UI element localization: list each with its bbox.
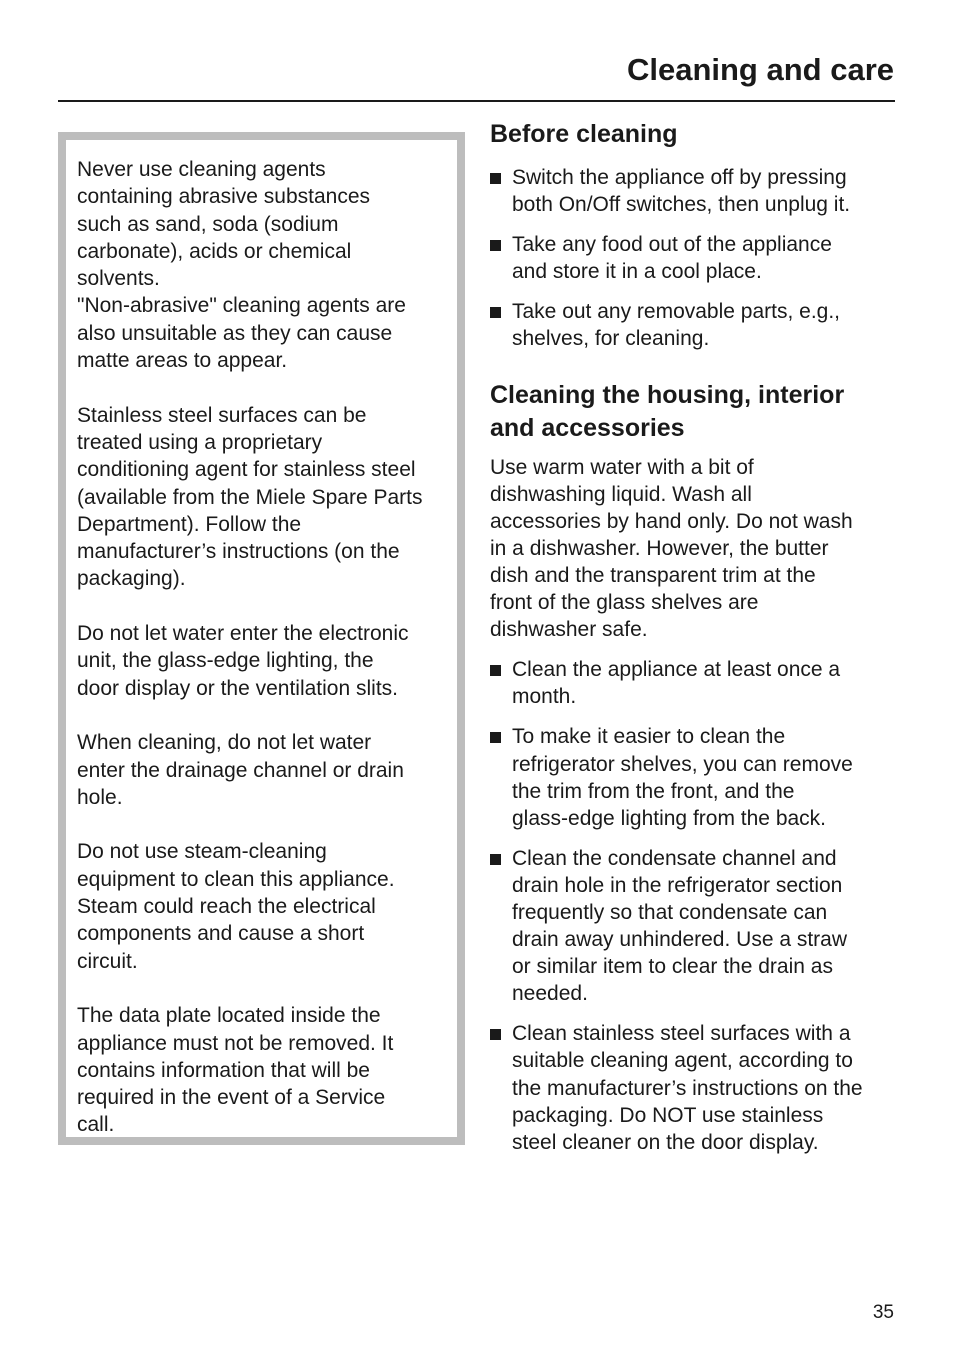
square-bullet-icon [490,732,501,743]
list-item: To make it easier to clean the refrigerator shelves, you can remove the trim from the front, and the glass-edge lighting from the back. [490,723,900,831]
square-bullet-icon [490,307,501,318]
housing-cleaning-intro: Use warm water with a bit of dishwashing liquid. Wash all accessories by hand only. Do not wash in a dishwasher. However, the butter dish and the transparent trim at the front of the glass shelves are dishwasher safe. [490,455,853,642]
warning-paragraph-steam-cleaning: Do not use steam-cleaning equipment to clean this appliance. Steam could reach the electrical components and cause a short circuit. [77,840,395,973]
list-item: Clean the appliance at least once a month. [490,656,900,710]
page-number: 35 [872,1302,894,1323]
page-title: Cleaning and care [626,52,894,87]
list-item: Clean stainless steel surfaces with a suitable cleaning agent, according to the manufacturer’s instructions on the packaging. Do NOT use stainless steel cleaner on the door display. [490,1020,900,1155]
list-item: Switch the appliance off by pressing both On/Off switches, then unplug it. [490,164,900,218]
square-bullet-icon [490,240,501,251]
before-cleaning-heading: Before cleaning [490,120,678,148]
warning-paragraph-drainage: When cleaning, do not let water enter the drainage channel or drain hole. [77,731,404,809]
warning-paragraph-abrasives: Never use cleaning agents containing abrasive substances such as sand, soda (sodium carbonate), acids or chemical solvents. "Non-abrasive" cleaning agents are also unsuitable as they can cause matte areas to appear. [77,158,406,373]
list-item: Take out any removable parts, e.g., shelves, for cleaning. [490,298,900,352]
square-bullet-icon [490,173,501,184]
before-cleaning-list [490,164,900,353]
warning-paragraph-data-plate: The data plate located inside the appliance must not be removed. It contains information that will be required in the event of a Service call. [77,1004,394,1137]
housing-cleaning-list [490,656,900,1156]
square-bullet-icon [490,665,501,676]
housing-cleaning-heading: Cleaning the housing, interior and accessories [490,380,845,442]
warning-paragraph-electronics: Do not let water enter the electronic unit, the glass-edge lighting, the door display or the ventilation slits. [77,622,409,700]
square-bullet-icon [490,1029,501,1040]
list-item: Clean the condensate channel and drain hole in the refrigerator section frequently so that condensate can drain away unhindered. Use a straw or similar item to clear the drain as needed. [490,845,900,1008]
header-divider [58,100,895,102]
instructions-column [490,118,900,1156]
list-item: Take any food out of the appliance and store it in a cool place. [490,231,900,285]
square-bullet-icon [490,854,501,865]
warning-box [58,132,465,1145]
warning-paragraph-stainless-steel: Stainless steel surfaces can be treated using a proprietary conditioning agent for stainless steel (available from the Miele Spare Parts Department). Follow the manufacturer’s instructions (on the packaging). [77,403,423,591]
